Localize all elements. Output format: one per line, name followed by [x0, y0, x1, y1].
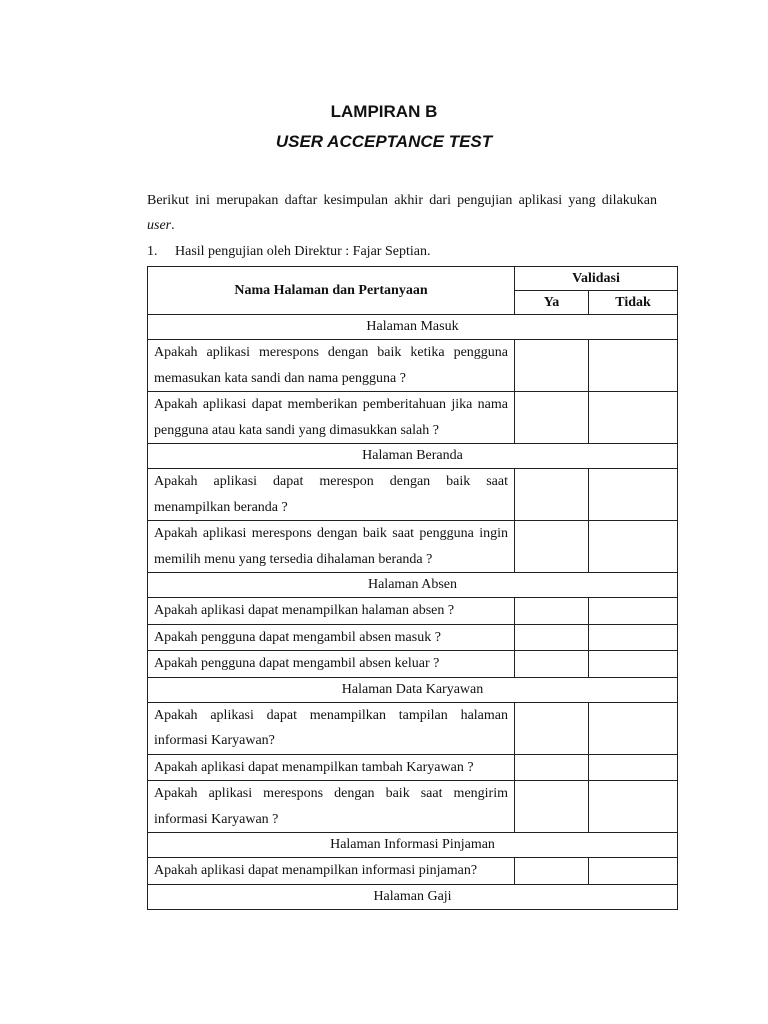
question-cell: Apakah aplikasi dapat menampilkan informasi pinjaman? [148, 858, 515, 885]
check-cell-tidak[interactable] [589, 781, 678, 833]
check-cell-ya[interactable] [515, 754, 589, 781]
check-cell-tidak[interactable] [589, 340, 678, 392]
check-cell-ya[interactable] [515, 521, 589, 573]
uat-table [147, 266, 678, 910]
section-row [148, 884, 678, 909]
header-question: Nama Halaman dan Pertanyaan [148, 267, 515, 315]
check-cell-ya[interactable] [515, 598, 589, 625]
check-cell-ya[interactable] [515, 392, 589, 444]
header-ya: Ya [515, 291, 589, 315]
section-title: Halaman Informasi Pinjaman [148, 833, 678, 858]
question-cell: Apakah aplikasi merespons dengan baik ketika pengguna memasukan kata sandi dan nama pengguna ? [148, 340, 515, 392]
check-cell-tidak[interactable] [589, 598, 678, 625]
table-row [148, 702, 678, 754]
table-row [148, 754, 678, 781]
check-cell-ya[interactable] [515, 624, 589, 651]
question-cell: Apakah aplikasi dapat menampilkan tambah Karyawan ? [148, 754, 515, 781]
table-row [148, 624, 678, 651]
question-cell: Apakah pengguna dapat mengambil absen keluar ? [148, 651, 515, 678]
question-cell: Apakah aplikasi dapat menampilkan halaman absen ? [148, 598, 515, 625]
check-cell-tidak[interactable] [589, 858, 678, 885]
page-title: LAMPIRAN B [330, 102, 438, 121]
section-title: Halaman Absen [148, 573, 678, 598]
check-cell-tidak[interactable] [589, 469, 678, 521]
check-cell-ya[interactable] [515, 469, 589, 521]
table-row [148, 392, 678, 444]
check-cell-tidak[interactable] [589, 392, 678, 444]
intro-user: user [147, 218, 172, 233]
table-row [148, 858, 678, 885]
page-subtitle: USER ACCEPTANCE TEST [275, 132, 493, 151]
section-row [148, 573, 678, 598]
table-row [148, 598, 678, 625]
list-text: Hasil pengujian oleh Direktur : Fajar Septian. [175, 244, 431, 259]
check-cell-tidak[interactable] [589, 651, 678, 678]
check-cell-ya[interactable] [515, 781, 589, 833]
question-cell: Apakah pengguna dapat mengambil absen masuk ? [148, 624, 515, 651]
section-row [148, 444, 678, 469]
question-cell: Apakah aplikasi dapat merespon dengan baik saat menampilkan beranda ? [148, 469, 515, 521]
section-row [148, 833, 678, 858]
intro-text: Berikut ini merupakan daftar kesimpulan akhir dari pengujian aplikasi yang dilakukan [147, 193, 657, 208]
table-row [148, 521, 678, 573]
check-cell-tidak[interactable] [589, 521, 678, 573]
check-cell-ya[interactable] [515, 858, 589, 885]
section-title: Halaman Gaji [148, 884, 678, 909]
intro-paragraph [147, 188, 657, 238]
table-row [148, 781, 678, 833]
list-number: 1. [147, 244, 158, 259]
table-row [148, 469, 678, 521]
check-cell-tidak[interactable] [589, 624, 678, 651]
section-title: Halaman Data Karyawan [148, 677, 678, 702]
question-cell: Apakah aplikasi dapat menampilkan tampilan halaman informasi Karyawan? [148, 702, 515, 754]
question-cell: Apakah aplikasi merespons dengan baik saat mengirim informasi Karyawan ? [148, 781, 515, 833]
section-title: Halaman Masuk [148, 315, 678, 340]
section-title: Halaman Beranda [148, 444, 678, 469]
check-cell-ya[interactable] [515, 340, 589, 392]
section-row [148, 677, 678, 702]
section-row [148, 315, 678, 340]
question-cell: Apakah aplikasi merespons dengan baik saat pengguna ingin memilih menu yang tersedia dihalaman beranda ? [148, 521, 515, 573]
header-validasi: Validasi [515, 267, 678, 291]
check-cell-tidak[interactable] [589, 754, 678, 781]
intro-end: . [171, 218, 175, 233]
check-cell-ya[interactable] [515, 651, 589, 678]
list-item [147, 239, 657, 264]
table-row [148, 651, 678, 678]
question-cell: Apakah aplikasi dapat memberikan pemberitahuan jika nama pengguna atau kata sandi yang dimasukkan salah ? [148, 392, 515, 444]
check-cell-ya[interactable] [515, 702, 589, 754]
table-row [148, 340, 678, 392]
header-tidak: Tidak [589, 291, 678, 315]
check-cell-tidak[interactable] [589, 702, 678, 754]
